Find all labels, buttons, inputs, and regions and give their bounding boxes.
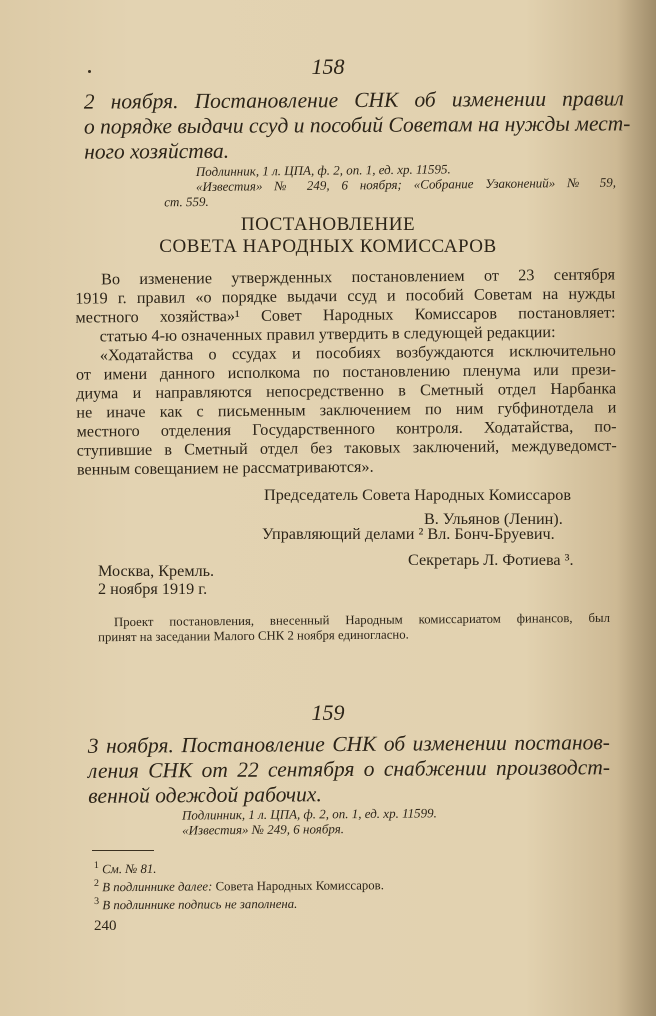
source-line: «Известия» № 249, 6 ноября.	[182, 821, 345, 838]
note-line: принят на заседании Малого СНК 2 ноября единогласно.	[98, 627, 409, 644]
place: Москва, Кремль.	[98, 562, 215, 580]
page-number: 240	[94, 918, 117, 934]
document-heading	[88, 730, 611, 809]
heading-line: ного хозяйства.	[84, 138, 230, 164]
decree-title-line: СОВЕТА НАРОДНЫХ КОМИССАРОВ	[159, 236, 497, 257]
document-heading	[83, 86, 631, 164]
source-reference	[182, 804, 542, 837]
footnote	[94, 893, 384, 913]
heading-line: ления СНК от 22 сентября о снабжении производст-	[87, 755, 611, 783]
document-number: 159	[311, 700, 345, 725]
footnote	[94, 857, 384, 877]
body-line: статью 4-ю означенных правил утвердить в следующей редакции:	[99, 322, 556, 346]
decree-body	[75, 265, 617, 479]
source-line: Подлинник, 1 л. ЦПА, ф. 2, оп. 1, ед. хр. 11599.	[181, 805, 437, 823]
source-line: ст. 559.	[164, 193, 209, 210]
footnote-text: Совета Народных Комиссаров.	[212, 878, 384, 894]
body-line: не иначе как с письменным заключением по ним губфинотдела и	[76, 398, 617, 422]
decree-title-line: ПОСТАНОВЛЕНИЕ	[240, 214, 416, 235]
footnote-italic: См. № 81.	[102, 861, 157, 877]
signature-secretary: Секретарь Л. Фотиева ³.	[408, 551, 574, 569]
footnote-mark: 2	[93, 877, 100, 889]
footnote-italic: В подлиннике подпись не заполнена.	[102, 896, 298, 912]
source-reference	[164, 160, 616, 210]
body-line: местного отделения Государственного контроля. Ходатайства, по-	[76, 417, 617, 441]
note-line: Проект постановления, внесенный Народным комиссариатом финансов, был	[113, 610, 610, 630]
heading-line: о порядке выдачи ссуд и пособий Советам на нужды мест-	[83, 111, 631, 139]
signature-lenin: В. Ульянов (Ленин).	[424, 510, 563, 528]
body-line: ступившие в Сметный отдел без таковых заключений, междуведомст-	[76, 436, 617, 460]
document-number: 158	[311, 54, 345, 79]
decree-title	[0, 214, 656, 258]
signature-manager: Управляющий делами ² Вл. Бонч-Бруевич.	[262, 525, 555, 543]
signature-chairman: Председатель Совета Народных Комиссаров	[264, 486, 572, 504]
body-line: от имени данного исполкома по постановлению пленума или прези-	[75, 360, 617, 384]
body-line: Во изменение утвержденных постановлением от 23 сентября	[101, 265, 616, 289]
body-line: «Ходатайства о ссудах и пособиях возбуждаются исключительно	[99, 341, 616, 365]
footnote-mark: 3	[94, 895, 100, 907]
source-line: «Известия» № 249, 6 ноября; «Собрание Узаконений» № 59,	[195, 174, 617, 195]
body-line: 1919 г. правил «о порядке выдачи ссуд и пособий Советам на нужды	[75, 284, 616, 308]
footnote	[94, 875, 384, 895]
heading-line: 3 ноября. Постановление СНК об изменении постанов-	[87, 730, 610, 758]
source-line: Подлинник, 1 л. ЦПА, ф. 2, оп. 1, ед. хр. 11595.	[195, 161, 451, 180]
body-line: диума и направляются непосредственно в Сметный отдел Нарбанка	[76, 379, 617, 403]
heading-line: 2 ноября. Постановление СНК об изменении правил	[83, 86, 624, 114]
editorial-note	[98, 611, 610, 644]
footnote-divider	[92, 850, 154, 851]
footnote-italic: В подлиннике далее:	[102, 879, 213, 894]
body-line: местного хозяйства»¹ Совет Народных Комиссаров постановляет:	[75, 303, 616, 327]
body-line: венным совещанием не рассматриваются».	[76, 457, 374, 479]
footnote-mark: 1	[93, 859, 99, 872]
date: 2 ноября 1919 г.	[98, 580, 208, 598]
footnotes	[94, 857, 384, 912]
heading-line: венной одеждой рабочих.	[88, 782, 322, 808]
